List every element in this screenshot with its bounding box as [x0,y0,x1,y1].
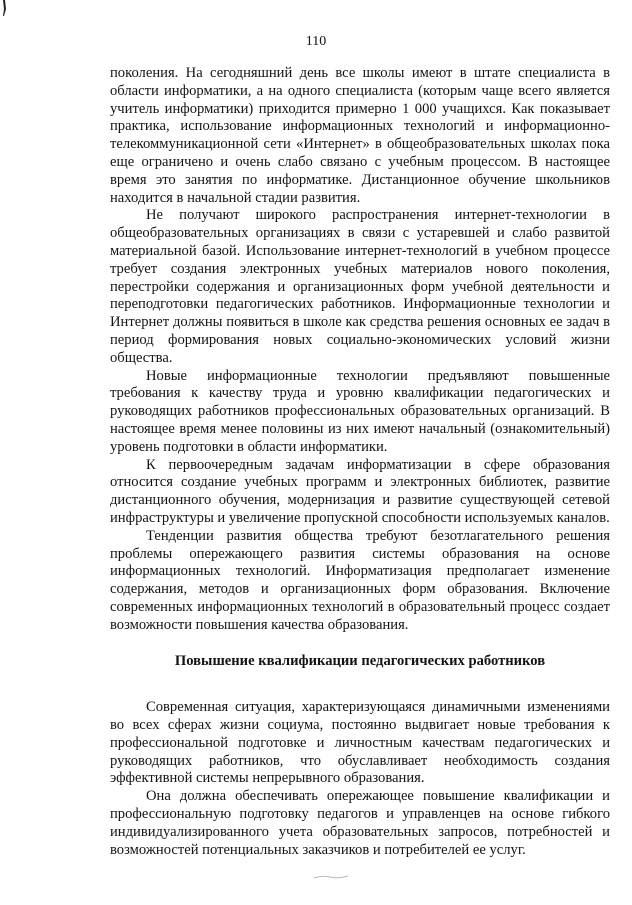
page-number: 110 [305,34,327,49]
scan-edge-mark [2,0,7,16]
paragraph-system-requirements: Она должна обеспечивать опережающее повышение квалификации и профессиональную подготовку педагогов и управленцев на основе гибкого индивидуализированного учета образовательных запросов, потребностей и возможностей потенциальных заказчиков и потребителей ее услуг. [110,788,610,858]
paragraph-continuation: поколения. На сегодняшний день все школы имеют в штате специалиста в области информатики, а на одного специалиста (которым чаще всего является учитель информатики) приходится примерно 1 000 учащихся. Как показывает практика, использование информационных технологий и информационно-телекоммуникационной сети «Интернет» в общеобразовательных школах пока еще ограничено и очень слабо связано с учебным процессом. В настоящее время это занятия по информатике. Дистанционное обучение школьников находится в начальной стадии развития. [110,65,610,206]
paragraph-current-situation: Современная ситуация, характеризующаяся динамичными изменениями во всех сферах жизни социума, постоянно выдвигает новые требования к профессиональной подготовке и личностным качествам педагогических и руководящих работников, что обуславливает необходимость создания эффективной системы непрерывного образования. [110,699,610,787]
paragraph-development-trends: Тенденции развития общества требуют безотлагательного решения проблемы опережающего развития системы образования на основе информационных технологий. Информатизация предполагает изменение содержания, методов и организационных форм образования. Включение современных информационных технологий в образовательный процесс создает возможности повышения качества образования. [110,527,610,633]
paragraph-new-requirements: Новые информационные технологии предъявляют повышенные требования к качеству труда и уровню квалификации педагогических и руководящих работников профессиональных образовательных организаций. В настоящее время менее половины из них имеют начальный (ознакомительный) уровень подготовки в области информатики. [110,367,610,455]
scan-smudge [314,874,348,880]
section-heading: Повышение квалификации педагогических работников [174,652,546,669]
page-body [110,65,610,859]
paragraph-internet-technologies: Не получают широкого распространения интернет-технологии в общеобразовательных организациях в связи с устаревшей и слабо развитой материальной базой. Использование интернет-технологий в учебном процессе требует создания электронных учебных материалов нового поколения, перестройки содержания и организационных форм учебной деятельности и переподготовки педагогических работников. Информационные технологии и Интернет должны появиться в школе как средства решения основных ее задач в период формирования новых социально-экономических условий жизни общества. [110,207,610,366]
paragraph-informatization-tasks: К первоочередным задачам информатизации в сфере образования относится создание учебных программ и электронных библиотек, развитие дистанционного обучения, модернизация и развитие существующей сетевой инфраструктуры и увеличение пропускной способности используемых каналов. [110,456,610,526]
